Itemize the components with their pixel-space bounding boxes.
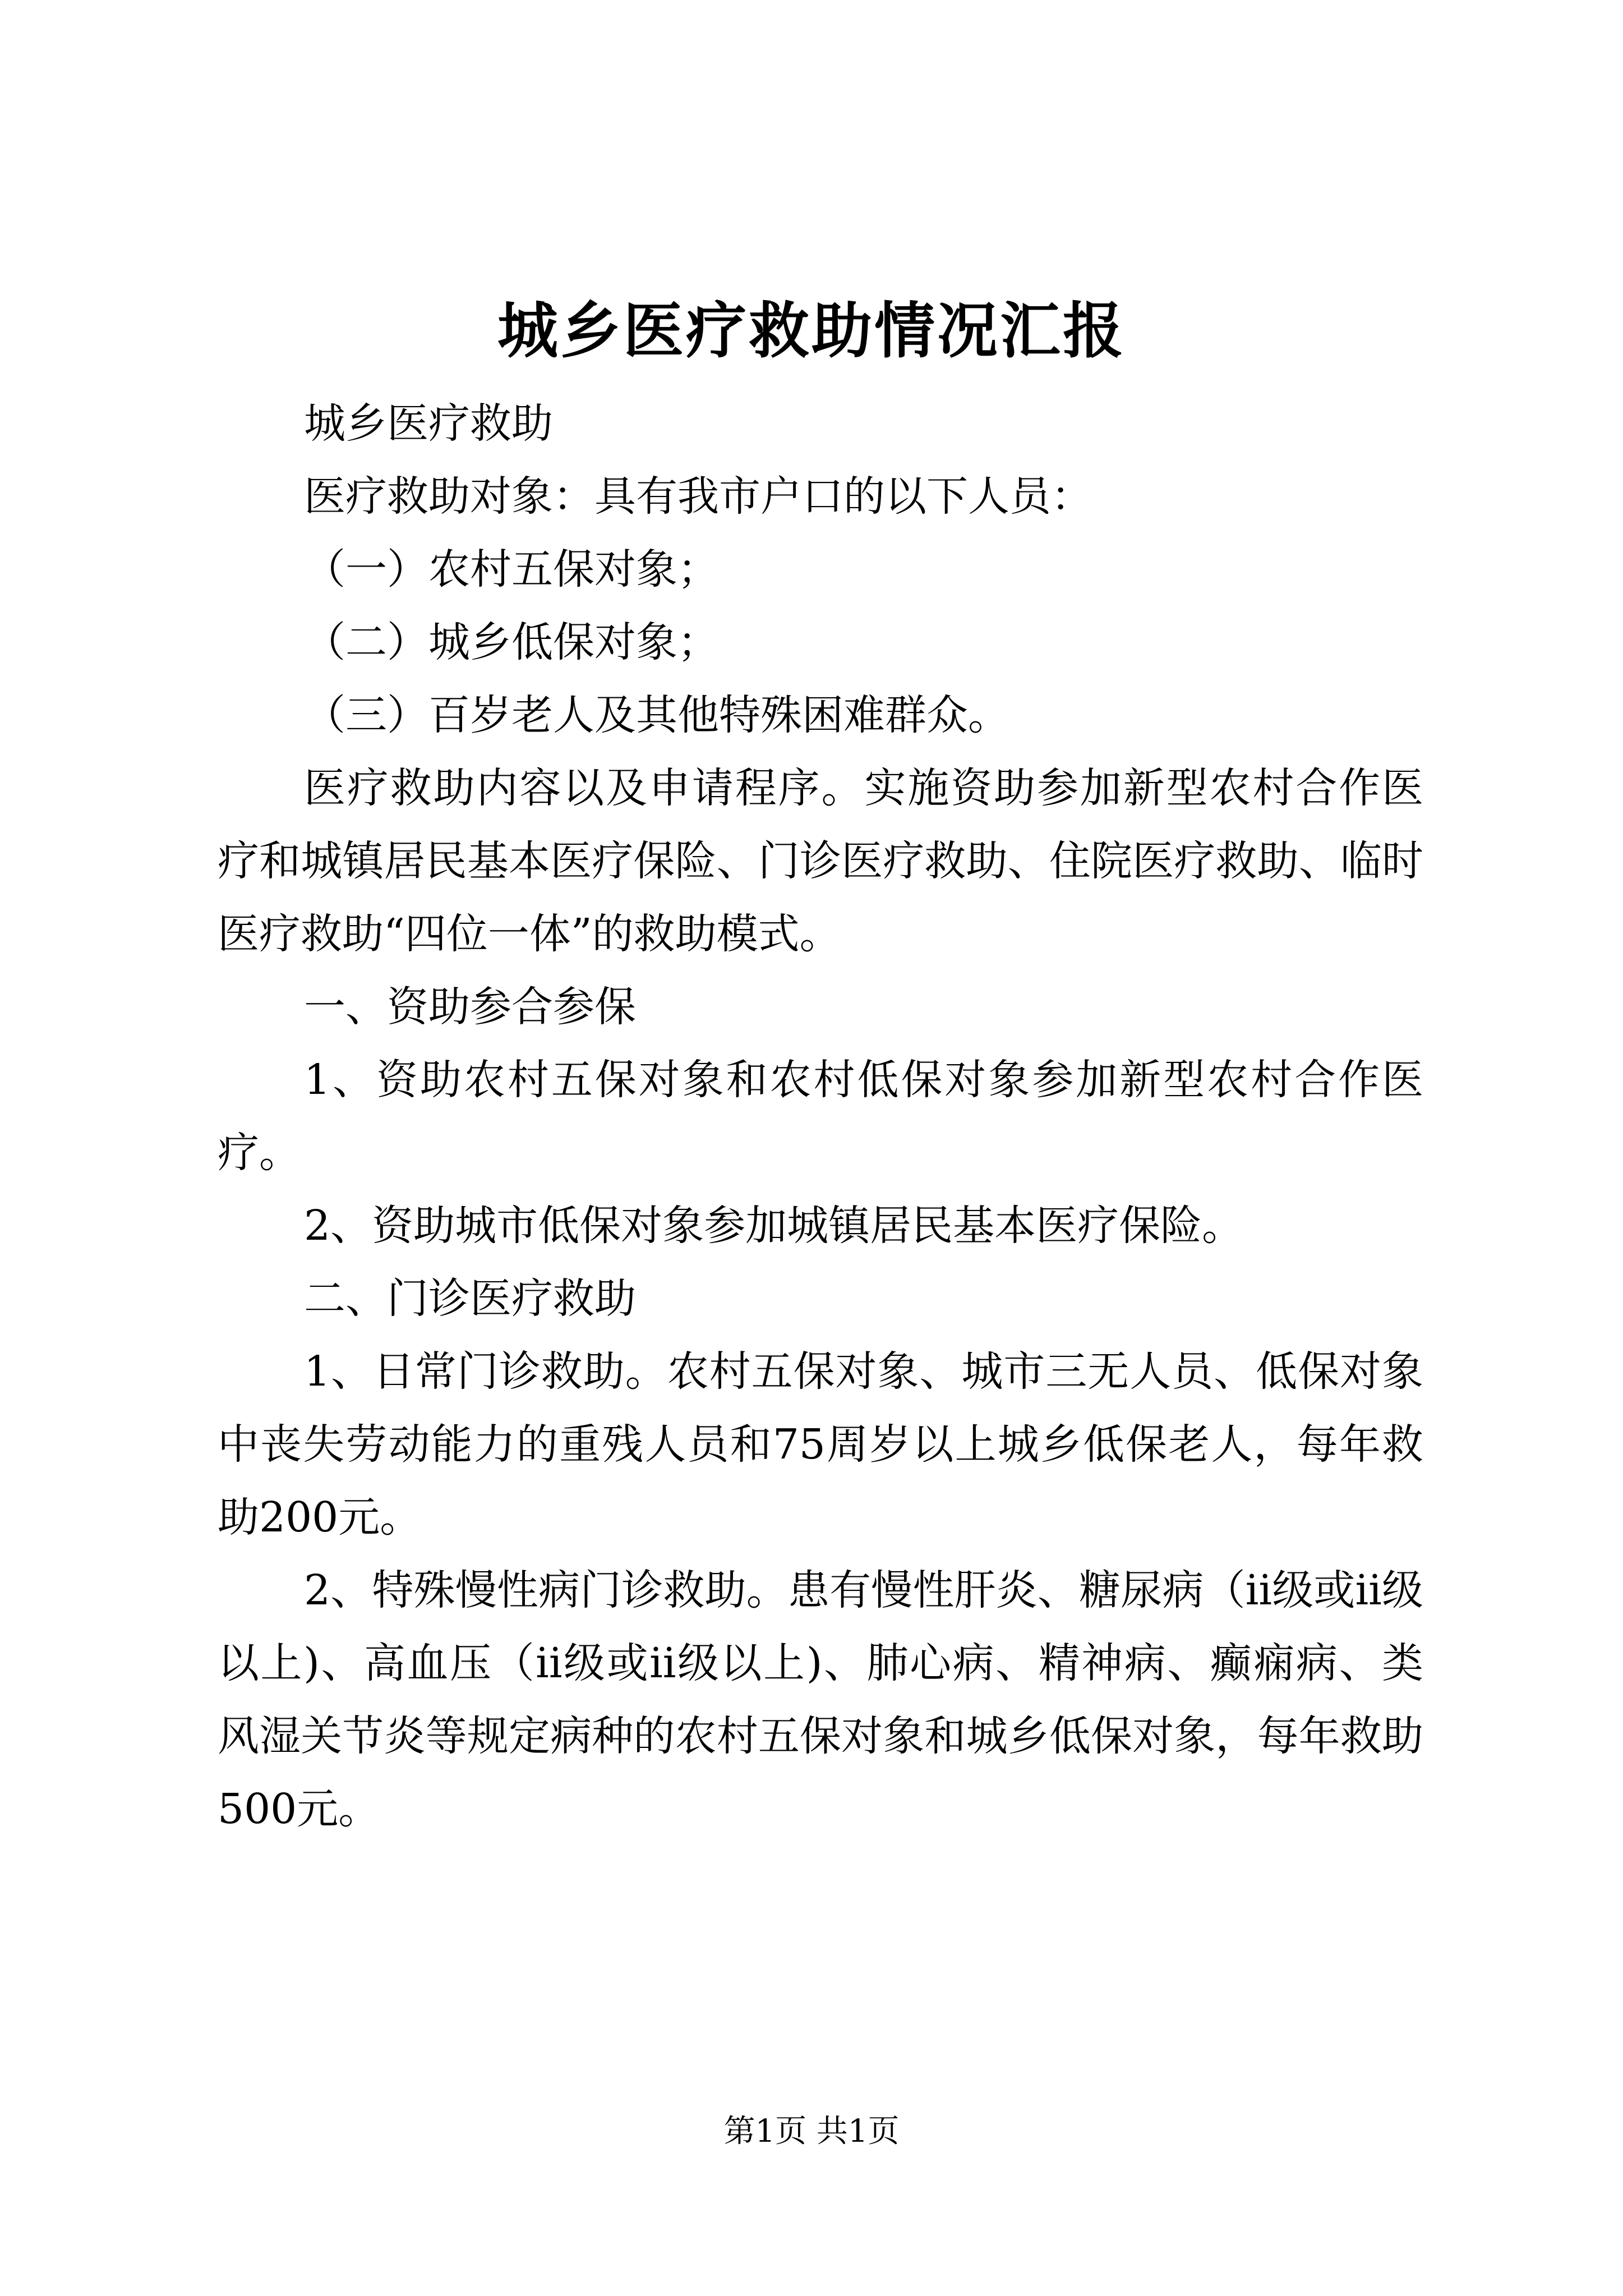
document-title: 城乡医疗救助情况汇报 bbox=[497, 296, 1126, 366]
paragraph: （一）农村五保对象； bbox=[304, 545, 719, 593]
paragraph: （二）城乡低保对象； bbox=[304, 618, 719, 666]
page-footer: 第1页 共1页 bbox=[723, 2113, 900, 2150]
paragraph: 2、特殊慢性病门诊救助。患有慢性肝炎、糖尿病（ii级或ii级以上)、高血压（ii级或ii级以上)、肺心病、精神病、癫痫病、类风湿关节炎等规定病种的农村五保对象和城乡低保对象，每年救助500元。 bbox=[218, 1566, 1423, 1833]
paragraph: 2、资助城市低保对象参加城镇居民基本医疗保险。 bbox=[304, 1202, 1244, 1250]
paragraph: 二、门诊医疗救助 bbox=[304, 1274, 636, 1323]
paragraph: 1、资助农村五保对象和农村低保对象参加新型农村合作医疗。 bbox=[218, 1056, 1423, 1177]
document-body bbox=[218, 387, 1423, 1846]
paragraph: 1、日常门诊救助。农村五保对象、城市三无人员、低保对象中丧失劳动能力的重残人员和75周岁以上城乡低保老人，每年救助200元。 bbox=[218, 1347, 1423, 1542]
paragraph: （三）百岁老人及其他特殊困难群众。 bbox=[304, 691, 1009, 739]
paragraph: 医疗救助对象：具有我市户口的以下人员： bbox=[304, 472, 1092, 521]
paragraph: 城乡医疗救助 bbox=[304, 399, 553, 448]
paragraph: 医疗救助内容以及申请程序。实施资助参加新型农村合作医疗和城镇居民基本医疗保险、门诊医疗救助、住院医疗救助、临时医疗救助“四位一体”的救助模式。 bbox=[218, 764, 1423, 958]
paragraph: 一、资助参合参保 bbox=[304, 983, 636, 1031]
